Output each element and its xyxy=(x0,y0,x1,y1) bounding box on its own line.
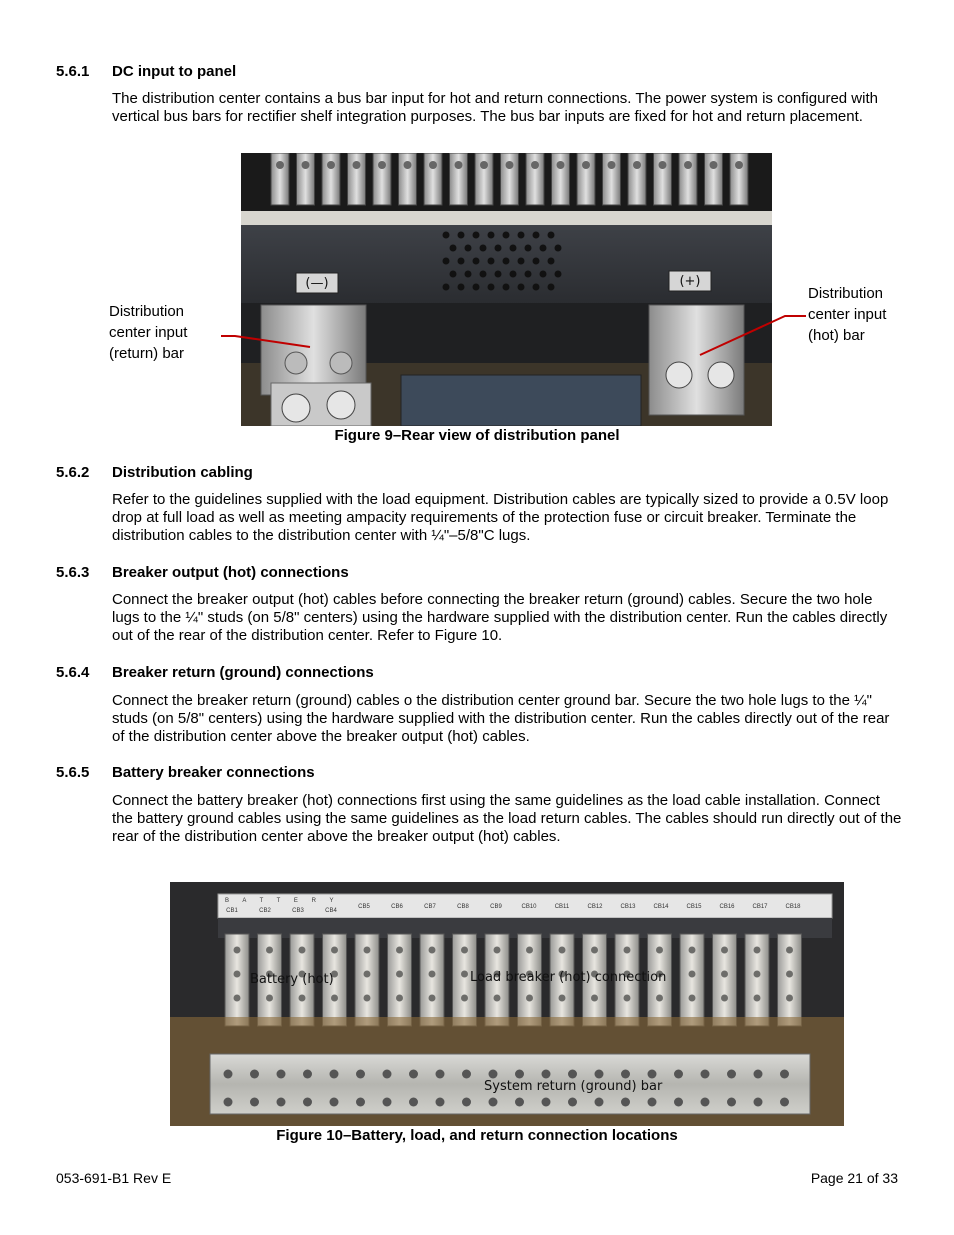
annotation-load-breaker: Load breaker (hot) connection xyxy=(470,970,667,985)
cb-label: CB12 xyxy=(587,904,603,910)
figure9-caption: Figure 9–Rear view of distribution panel xyxy=(334,427,620,444)
annotation-system-return: System return (ground) bar xyxy=(484,1079,663,1094)
cb-label: CB10 xyxy=(521,904,537,910)
section-number: 5.6.1 xyxy=(56,63,90,80)
figure10-caption: Figure 10–Battery, load, and return connection locations xyxy=(276,1127,678,1144)
section-number: 5.6.3 xyxy=(56,564,90,581)
label-hot-line: Distribution xyxy=(808,285,884,302)
section-heading-5-6-3 xyxy=(56,564,349,581)
section-title: DC input to panel xyxy=(112,63,237,80)
cb-label: CB7 xyxy=(424,904,436,910)
section-title: Distribution cabling xyxy=(112,464,253,481)
cb-label: CB6 xyxy=(391,904,403,910)
label-return-line: (return) bar xyxy=(109,345,185,362)
section-text-5-6-4: Connect the breaker return (ground) cables o the distribution center ground bar. Secure the two hole lugs to the ¼" studs (on 5/8" centers) using the hardware supplied with the distribution center. Run the cables directly out of the rear of the distribution center above the breaker output (hot) cables. xyxy=(112,692,890,745)
figure9-pointer-lines xyxy=(0,0,954,430)
cb-label: CB14 xyxy=(653,904,669,910)
section-text-5-6-5: Connect the battery breaker (hot) connections first using the same guidelines as the load cable installation. Connect the battery ground cables using the same guidelines as the load return cables. The cables should run directly out of the rear of the distribution center above the breaker output (hot) cables. xyxy=(112,792,902,845)
cb-label: CB15 xyxy=(686,904,702,910)
figure10-illustration xyxy=(170,882,844,1126)
footer-doc-number: 053-691-B1 Rev E xyxy=(56,1170,172,1186)
cb-label: CB17 xyxy=(752,904,768,910)
pointer-return-line xyxy=(221,336,310,347)
cb-label: CB18 xyxy=(785,904,801,910)
minus-symbol: (—) xyxy=(305,276,329,291)
label-return-line: Distribution xyxy=(109,303,185,320)
section-title: Breaker output (hot) connections xyxy=(112,564,349,581)
section-title: Breaker return (ground) connections xyxy=(112,664,374,681)
section-number: 5.6.5 xyxy=(56,764,90,781)
cb-label: CB4 xyxy=(325,908,337,914)
cb-label: CB13 xyxy=(620,904,636,910)
section-text-5-6-2: Refer to the guidelines supplied with the load equipment. Distribution cables are typically sized to provide a 0.5V loop drop at full load as well as meeting ampacity requirements of the protection fuse or circuit breaker. Terminate the distribution cables to the distribution center with ¼"–5/8"C lugs. xyxy=(112,491,889,544)
section-number: 5.6.2 xyxy=(56,464,90,481)
section-heading-5-6-5 xyxy=(56,764,315,781)
label-hot-line: center input xyxy=(808,306,887,323)
cb-label: CB5 xyxy=(358,904,370,910)
label-hot-line: (hot) bar xyxy=(808,327,865,344)
section-text-5-6-3: Connect the breaker output (hot) cables before connecting the breaker return (ground) cables. Secure the two hole lugs to the ¼" studs (on 5/8" centers) using the hardware supplied with the distribution center. Run the cables directly out of the rear of the distribution center. Refer to Figure 10. xyxy=(112,591,888,644)
plus-symbol: (+) xyxy=(679,274,701,289)
cb-label: CB9 xyxy=(490,904,502,910)
footer-page-number: Page 21 of 33 xyxy=(810,1170,898,1186)
section-heading-5-6-4 xyxy=(56,664,374,681)
section-number: 5.6.4 xyxy=(56,664,90,681)
cb-label: CB2 xyxy=(259,908,271,914)
section-text-5-6-1: The distribution center contains a bus bar input for hot and return connections. The power system is configured with vertical bus bars for rectifier shelf integration purposes. The bus bar inputs are fixed for hot and return placement. xyxy=(112,90,878,125)
cb-label: CB16 xyxy=(719,904,735,910)
battery-header: B A T T E R Y xyxy=(225,898,340,904)
section-heading-5-6-2 xyxy=(56,464,253,481)
annotation-battery-hot: Battery (hot) xyxy=(250,972,334,987)
cb-label: CB1 xyxy=(226,908,238,914)
cb-label: CB3 xyxy=(292,908,304,914)
cb-label: CB11 xyxy=(554,904,570,910)
cb-label: CB8 xyxy=(457,904,469,910)
label-return-line: center input xyxy=(109,324,188,341)
figure10-photo xyxy=(170,882,844,1126)
section-title: Battery breaker connections xyxy=(112,764,315,781)
pointer-hot-line xyxy=(700,316,806,355)
